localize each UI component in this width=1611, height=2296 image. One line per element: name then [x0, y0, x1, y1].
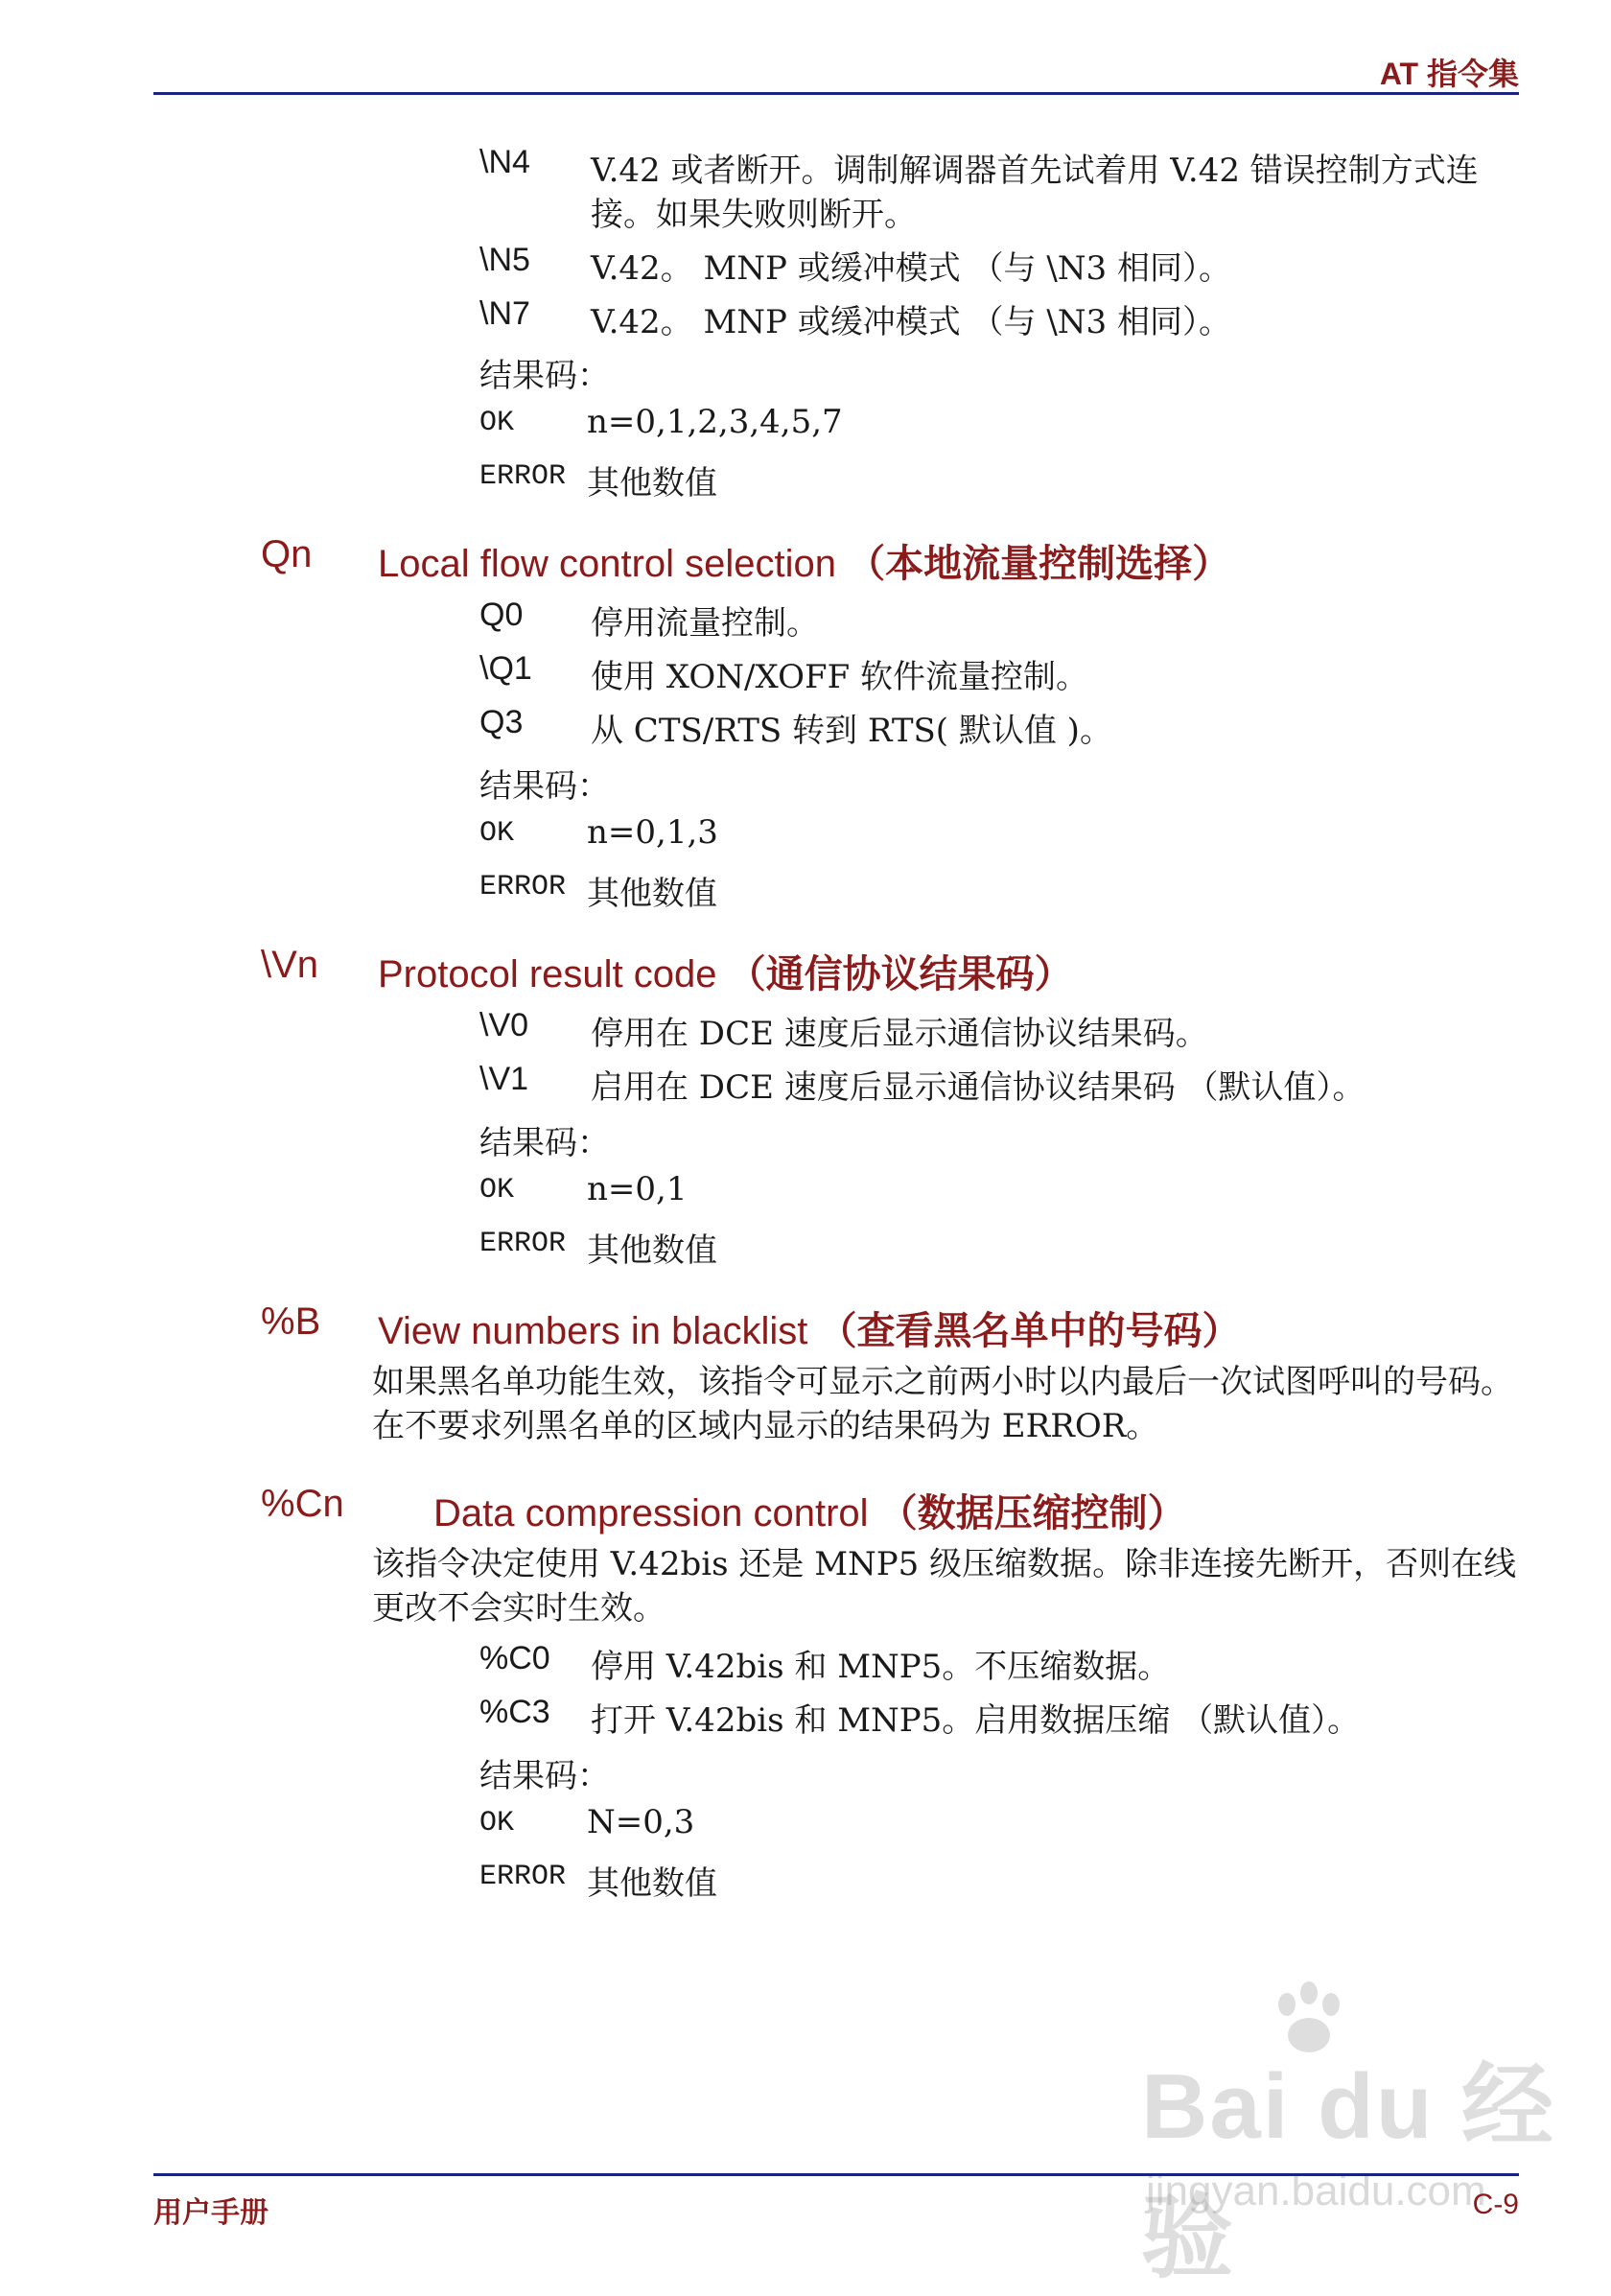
ok-label: OK: [479, 407, 515, 439]
error-value: 其他数值: [587, 1864, 717, 1903]
option-desc: 使用 XON/XOFF 软件流量控制。: [591, 658, 1088, 696]
result-code-label: 结果码：: [479, 1757, 610, 1795]
option-desc: 启用在 DCE 速度后显示通信协议结果码 （默认值）。: [591, 1068, 1366, 1107]
section-paragraph: 如果黑名单功能生效，该指令可显示之前两小时以内最后一次试图呼叫的号码。在不要求列黑名单的区域内显示的结果码为 ERROR。: [372, 1363, 1513, 1445]
page-header-title: AT 指令集: [1379, 57, 1519, 91]
section-title-cn: （通信协议结果码）: [727, 953, 1073, 996]
option-code: Q3: [479, 704, 524, 740]
section-code: \Vn: [261, 944, 319, 986]
error-label: ERROR: [479, 871, 567, 903]
error-value: 其他数值: [587, 1231, 717, 1270]
section-paragraph: 该指令决定使用 V.42bis 还是 MNP5 级压缩数据。除非连接先断开，否则在线更改不会实时生效。: [372, 1545, 1517, 1628]
section-title-en: View numbers in blacklist: [378, 1310, 808, 1352]
ok-value: n=0,1,2,3,4,5,7: [587, 403, 843, 441]
section-title: [378, 1300, 1240, 1355]
section-title-cn: （本地流量控制选择）: [847, 543, 1231, 585]
option-code: \Q1: [479, 650, 532, 687]
option-code: %C3: [479, 1694, 550, 1730]
error-value: 其他数值: [587, 464, 717, 503]
ok-label: OK: [479, 1807, 515, 1839]
option-desc: V.42。 MNP 或缓冲模式 （与 \N3 相同）。: [591, 249, 1231, 288]
result-code-label: 结果码：: [479, 357, 610, 395]
section-code: %Cn: [261, 1483, 344, 1525]
option-code: Q0: [479, 597, 524, 633]
option-code: \V0: [479, 1007, 529, 1043]
option-code: \V1: [479, 1061, 529, 1097]
watermark-brand: Bai du 经验: [1141, 2055, 1556, 2289]
result-code-label: 结果码：: [479, 767, 610, 806]
option-desc: V.42。 MNP 或缓冲模式 （与 \N3 相同）。: [591, 303, 1231, 341]
section-code: %B: [261, 1300, 321, 1343]
error-label: ERROR: [479, 1861, 567, 1893]
section-code: Qn: [261, 533, 313, 575]
section-title-cn: （数据压缩控制）: [878, 1492, 1186, 1535]
option-desc: V.42 或者断开。调制解调器首先试着用 V.42 错误控制方式连: [591, 152, 1479, 190]
watermark-url: jingyan.baidu.com: [1146, 2167, 1486, 2214]
option-code: %C0: [479, 1640, 550, 1676]
option-code: \N5: [479, 242, 530, 278]
option-code: \N7: [479, 295, 530, 332]
ok-value: n=0,1: [587, 1170, 688, 1208]
footer-page-number: C-9: [1472, 2189, 1519, 2220]
header-divider: [153, 92, 1519, 95]
error-label: ERROR: [479, 1228, 567, 1260]
option-desc: 停用在 DCE 速度后显示通信协议结果码。: [591, 1015, 1208, 1053]
result-code-label: 结果码：: [479, 1124, 610, 1162]
footer-manual-title: 用户手册: [153, 2197, 268, 2229]
option-desc: 打开 V.42bis 和 MNP5。启用数据压缩 （默认值）。: [591, 1701, 1361, 1740]
ok-label: OK: [479, 1174, 515, 1207]
section-title-en: Local flow control selection: [378, 543, 837, 585]
option-desc: 停用 V.42bis 和 MNP5。不压缩数据。: [591, 1648, 1171, 1686]
option-desc-cont: 接。如果失败则断开。: [591, 196, 917, 234]
section-title-en: Protocol result code: [378, 953, 717, 996]
error-value: 其他数值: [587, 875, 717, 913]
option-code: \N4: [479, 144, 530, 180]
section-title: [378, 533, 1230, 588]
error-label: ERROR: [479, 460, 567, 493]
footer-divider: [153, 2173, 1519, 2176]
section-title: [378, 944, 1073, 998]
section-title-en: Data compression control: [433, 1492, 869, 1535]
section-title: [433, 1483, 1186, 1537]
option-desc: 停用流量控制。: [591, 604, 819, 643]
ok-value: N=0,3: [587, 1803, 695, 1841]
section-title-cn: （查看黑名单中的号码）: [818, 1310, 1241, 1352]
option-desc: 从 CTS/RTS 转到 RTS( 默认值 )。: [591, 712, 1112, 750]
ok-value: n=0,1,3: [587, 813, 718, 852]
ok-label: OK: [479, 817, 515, 850]
